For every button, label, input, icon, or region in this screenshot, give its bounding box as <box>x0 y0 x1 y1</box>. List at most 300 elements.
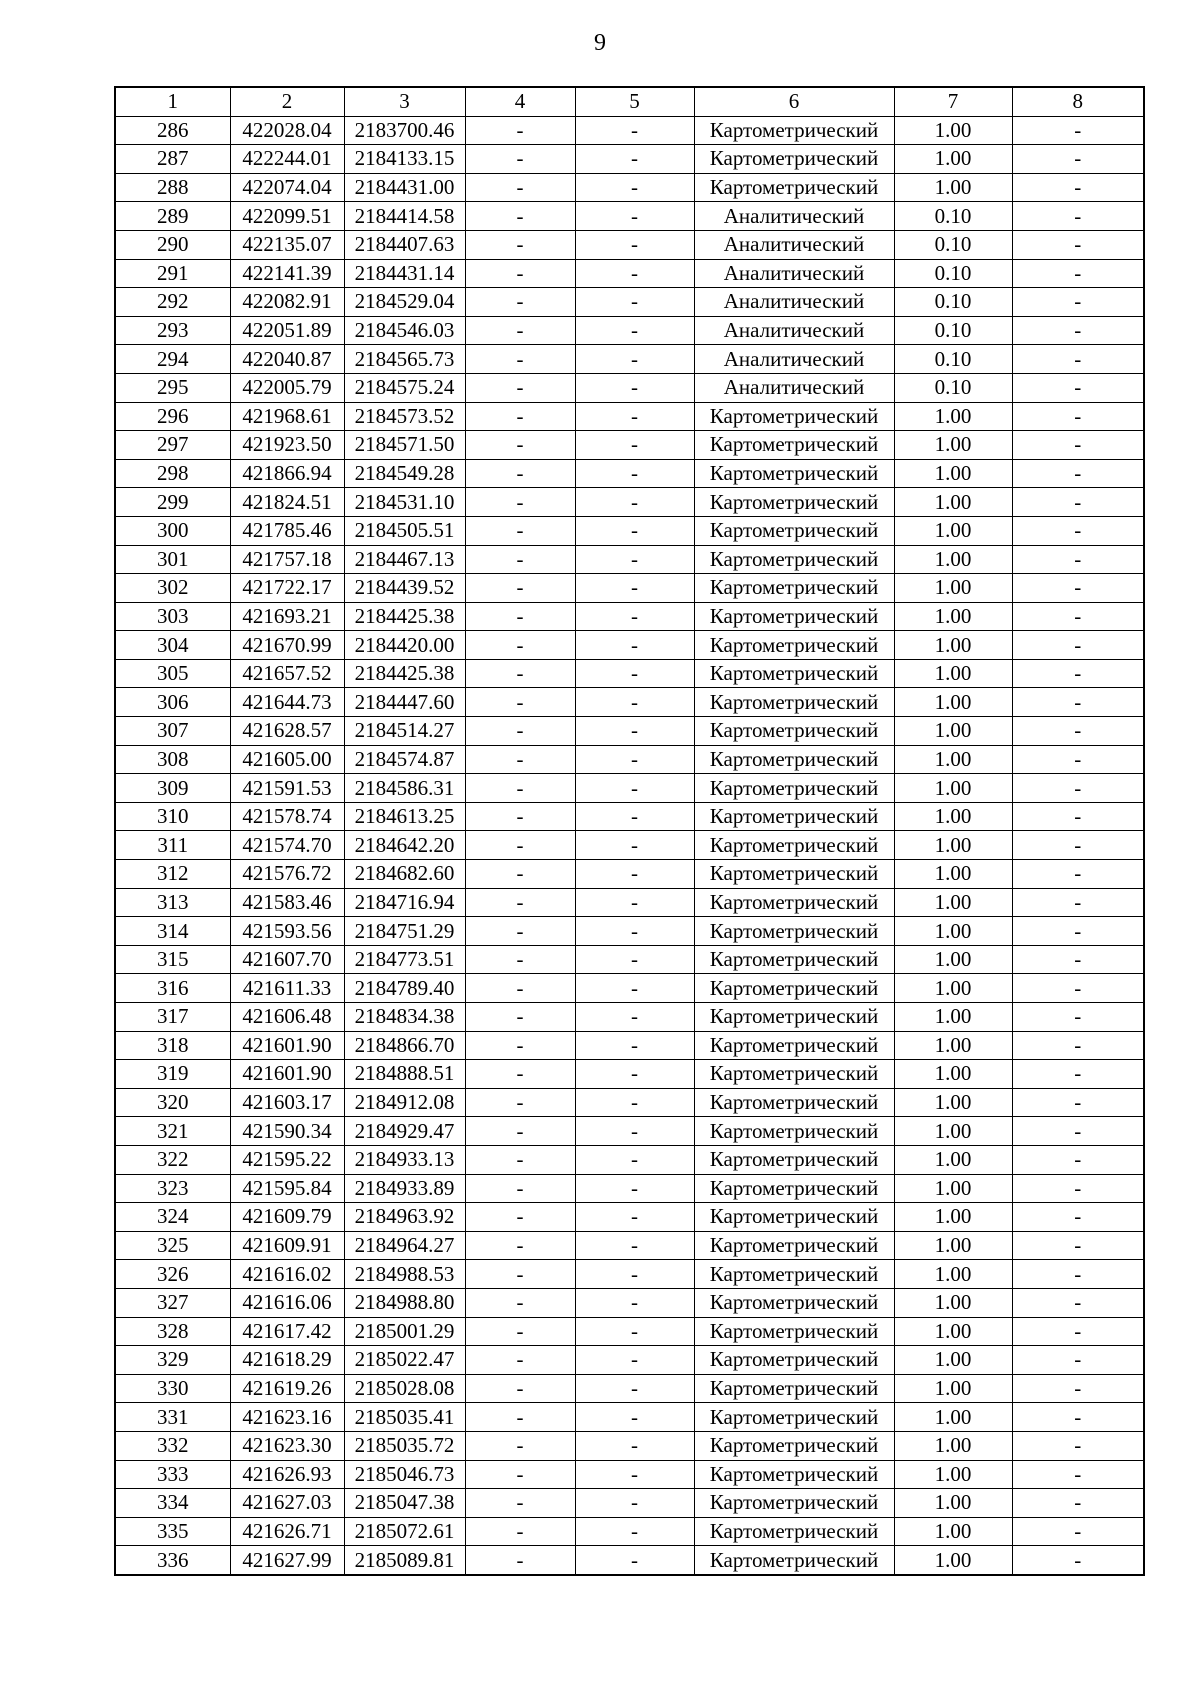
table-cell: - <box>465 488 575 517</box>
table-cell: Аналитический <box>694 202 894 231</box>
table-cell: 323 <box>115 1174 230 1203</box>
table-cell: 296 <box>115 402 230 431</box>
table-cell: 303 <box>115 602 230 631</box>
table-cell: 336 <box>115 1546 230 1575</box>
table-cell: 422135.07 <box>230 230 344 259</box>
table-cell: - <box>1012 745 1144 774</box>
table-cell: 421590.34 <box>230 1117 344 1146</box>
table-row <box>115 202 1144 231</box>
table-cell: - <box>465 802 575 831</box>
table-cell: Картометрический <box>694 831 894 860</box>
table-cell: - <box>465 1060 575 1089</box>
table-cell: 2184866.70 <box>344 1031 465 1060</box>
table-cell: 1.00 <box>894 1317 1012 1346</box>
table-cell: 1.00 <box>894 1117 1012 1146</box>
table-row <box>115 516 1144 545</box>
table-cell: 2185022.47 <box>344 1346 465 1375</box>
table-cell: - <box>575 202 694 231</box>
table-cell: - <box>1012 116 1144 145</box>
table-cell: - <box>575 917 694 946</box>
table-cell: - <box>575 802 694 831</box>
table-cell: 421618.29 <box>230 1346 344 1375</box>
table-row <box>115 574 1144 603</box>
table-cell: - <box>1012 1403 1144 1432</box>
table-cell: - <box>1012 173 1144 202</box>
table-cell: - <box>1012 1003 1144 1032</box>
table-cell: - <box>1012 1374 1144 1403</box>
table-cell: - <box>465 288 575 317</box>
table-cell: - <box>1012 1145 1144 1174</box>
table-cell: - <box>575 116 694 145</box>
table-cell: 2185035.72 <box>344 1431 465 1460</box>
table-cell: 334 <box>115 1489 230 1518</box>
table-cell: - <box>575 1088 694 1117</box>
table-cell: 421607.70 <box>230 945 344 974</box>
table-cell: - <box>575 1003 694 1032</box>
table-row <box>115 688 1144 717</box>
table-cell: Картометрический <box>694 974 894 1003</box>
table-cell: - <box>1012 1060 1144 1089</box>
table-row <box>115 259 1144 288</box>
table-cell: 320 <box>115 1088 230 1117</box>
table-cell: 327 <box>115 1288 230 1317</box>
table-cell: - <box>465 230 575 259</box>
table-cell: - <box>1012 831 1144 860</box>
table-cell: Картометрический <box>694 1517 894 1546</box>
table-cell: 2184505.51 <box>344 516 465 545</box>
table-cell: 2184439.52 <box>344 574 465 603</box>
table-cell: 1.00 <box>894 1031 1012 1060</box>
table-cell: 316 <box>115 974 230 1003</box>
table-cell: 1.00 <box>894 116 1012 145</box>
table-cell: 1.00 <box>894 1346 1012 1375</box>
table-cell: Картометрический <box>694 488 894 517</box>
table-row <box>115 288 1144 317</box>
table-row <box>115 1231 1144 1260</box>
table-cell: Картометрический <box>694 1003 894 1032</box>
table-cell: 421617.42 <box>230 1317 344 1346</box>
table-cell: 1.00 <box>894 888 1012 917</box>
table-cell: - <box>1012 459 1144 488</box>
table-cell: - <box>465 1260 575 1289</box>
table-cell: Картометрический <box>694 459 894 488</box>
table-cell: 292 <box>115 288 230 317</box>
table-cell: 288 <box>115 173 230 202</box>
table-cell: 2184546.03 <box>344 316 465 345</box>
table-cell: 310 <box>115 802 230 831</box>
table-cell: 2184963.92 <box>344 1203 465 1232</box>
table-cell: - <box>465 1489 575 1518</box>
table-cell: - <box>1012 602 1144 631</box>
table-cell: 1.00 <box>894 831 1012 860</box>
table-row <box>115 1317 1144 1346</box>
table-cell: Картометрический <box>694 602 894 631</box>
table-cell: - <box>465 1288 575 1317</box>
table-cell: 421626.71 <box>230 1517 344 1546</box>
table-cell: - <box>465 373 575 402</box>
table-cell: - <box>465 1546 575 1575</box>
table-row <box>115 1403 1144 1432</box>
table-cell: 2184133.15 <box>344 145 465 174</box>
table-cell: 293 <box>115 316 230 345</box>
table-cell: - <box>1012 288 1144 317</box>
table-cell: - <box>465 860 575 889</box>
table-cell: - <box>465 116 575 145</box>
table-cell: - <box>575 574 694 603</box>
table-cell: 421626.93 <box>230 1460 344 1489</box>
table-cell: 421576.72 <box>230 860 344 889</box>
table-cell: 2184834.38 <box>344 1003 465 1032</box>
table-cell: - <box>465 831 575 860</box>
table-cell: Картометрический <box>694 1489 894 1518</box>
table-cell: 422099.51 <box>230 202 344 231</box>
table-cell: Картометрический <box>694 173 894 202</box>
table-row <box>115 431 1144 460</box>
table-cell: - <box>575 1403 694 1432</box>
table-cell: - <box>465 1145 575 1174</box>
table-cell: 1.00 <box>894 1060 1012 1089</box>
table-row <box>115 373 1144 402</box>
table-cell: - <box>1012 1346 1144 1375</box>
table-cell: 312 <box>115 860 230 889</box>
table-cell: Картометрический <box>694 745 894 774</box>
table-cell: - <box>1012 1546 1144 1575</box>
table-cell: - <box>575 1203 694 1232</box>
table-row <box>115 659 1144 688</box>
table-cell: - <box>465 1003 575 1032</box>
table-cell: - <box>575 545 694 574</box>
table-cell: 2184529.04 <box>344 288 465 317</box>
table-cell: - <box>1012 888 1144 917</box>
table-cell: 421722.17 <box>230 574 344 603</box>
table-cell: 2184425.38 <box>344 659 465 688</box>
table-cell: 319 <box>115 1060 230 1089</box>
table-cell: Картометрический <box>694 1231 894 1260</box>
table-cell: Картометрический <box>694 659 894 688</box>
table-cell: - <box>1012 345 1144 374</box>
table-cell: 2185046.73 <box>344 1460 465 1489</box>
table-cell: 0.10 <box>894 288 1012 317</box>
table-cell: - <box>575 1431 694 1460</box>
table-cell: 422051.89 <box>230 316 344 345</box>
table-cell: - <box>465 774 575 803</box>
table-cell: 1.00 <box>894 1288 1012 1317</box>
table-cell: Картометрический <box>694 1060 894 1089</box>
table-row <box>115 345 1144 374</box>
table-cell: 2185035.41 <box>344 1403 465 1432</box>
table-cell: Картометрический <box>694 1203 894 1232</box>
table-row <box>115 974 1144 1003</box>
table-cell: - <box>465 459 575 488</box>
table-cell: 2184514.27 <box>344 717 465 746</box>
table-cell: 421591.53 <box>230 774 344 803</box>
table-cell: 421623.16 <box>230 1403 344 1432</box>
table-cell: - <box>465 945 575 974</box>
table-cell: Аналитический <box>694 316 894 345</box>
table-cell: - <box>1012 145 1144 174</box>
table-cell: Картометрический <box>694 431 894 460</box>
table-cell: 290 <box>115 230 230 259</box>
table-cell: 1.00 <box>894 745 1012 774</box>
table-cell: - <box>575 688 694 717</box>
table-cell: 1.00 <box>894 602 1012 631</box>
table-cell: 1.00 <box>894 717 1012 746</box>
table-cell: 2184933.13 <box>344 1145 465 1174</box>
table-cell: - <box>465 659 575 688</box>
table-cell: - <box>465 1431 575 1460</box>
table-cell: 291 <box>115 259 230 288</box>
table-cell: - <box>575 145 694 174</box>
table-cell: 326 <box>115 1260 230 1289</box>
table-row <box>115 1088 1144 1117</box>
table-cell: Картометрический <box>694 860 894 889</box>
table-row <box>115 1117 1144 1146</box>
table-cell: - <box>1012 659 1144 688</box>
table-cell: - <box>1012 574 1144 603</box>
table-cell: - <box>1012 802 1144 831</box>
table-cell: - <box>465 516 575 545</box>
table-cell: 299 <box>115 488 230 517</box>
table-cell: 1.00 <box>894 917 1012 946</box>
table-cell: Аналитический <box>694 288 894 317</box>
table-cell: 1.00 <box>894 431 1012 460</box>
table-cell: 1.00 <box>894 1546 1012 1575</box>
table-cell: 2184988.80 <box>344 1288 465 1317</box>
table-cell: Картометрический <box>694 631 894 660</box>
table-row <box>115 802 1144 831</box>
table-cell: - <box>465 1346 575 1375</box>
table-cell: 422028.04 <box>230 116 344 145</box>
table-cell: 306 <box>115 688 230 717</box>
table-cell: - <box>575 1517 694 1546</box>
table-cell: - <box>575 1231 694 1260</box>
table-cell: 2184912.08 <box>344 1088 465 1117</box>
table-cell: - <box>465 602 575 631</box>
table-cell: 289 <box>115 202 230 231</box>
table-cell: 422141.39 <box>230 259 344 288</box>
table-cell: Картометрический <box>694 802 894 831</box>
table-cell: - <box>1012 917 1144 946</box>
table-cell: - <box>575 631 694 660</box>
table-cell: 2184586.31 <box>344 774 465 803</box>
table-row <box>115 888 1144 917</box>
table-cell: 1.00 <box>894 860 1012 889</box>
table-cell: 421578.74 <box>230 802 344 831</box>
table-cell: 2184565.73 <box>344 345 465 374</box>
table-cell: - <box>465 1088 575 1117</box>
table-cell: 309 <box>115 774 230 803</box>
table-cell: 422082.91 <box>230 288 344 317</box>
table-cell: 421968.61 <box>230 402 344 431</box>
table-row <box>115 488 1144 517</box>
table-row <box>115 1003 1144 1032</box>
table-cell: 421627.03 <box>230 1489 344 1518</box>
table-cell: - <box>465 1203 575 1232</box>
table-cell: 2184431.00 <box>344 173 465 202</box>
table-cell: 314 <box>115 917 230 946</box>
table-row <box>115 1145 1144 1174</box>
table-cell: - <box>465 431 575 460</box>
table-cell: 1.00 <box>894 488 1012 517</box>
table-cell: - <box>575 230 694 259</box>
table-cell: - <box>1012 1431 1144 1460</box>
table-cell: 321 <box>115 1117 230 1146</box>
table-cell: 2184447.60 <box>344 688 465 717</box>
table-cell: Картометрический <box>694 1546 894 1575</box>
table-cell: - <box>465 1174 575 1203</box>
table-cell: 421611.33 <box>230 974 344 1003</box>
table-cell: 1.00 <box>894 774 1012 803</box>
table-cell: 2185028.08 <box>344 1374 465 1403</box>
table-cell: - <box>575 1489 694 1518</box>
table-cell: - <box>1012 516 1144 545</box>
table-cell: Картометрический <box>694 1460 894 1489</box>
table-cell: 421616.06 <box>230 1288 344 1317</box>
table-cell: 1.00 <box>894 1203 1012 1232</box>
table-row <box>115 230 1144 259</box>
table-row <box>115 1546 1144 1575</box>
table-cell: - <box>465 1403 575 1432</box>
table-cell: 1.00 <box>894 631 1012 660</box>
table-cell: - <box>575 1346 694 1375</box>
table-cell: 305 <box>115 659 230 688</box>
table-cell: - <box>465 345 575 374</box>
table-cell: - <box>465 1460 575 1489</box>
table-cell: Аналитический <box>694 345 894 374</box>
table-cell: 300 <box>115 516 230 545</box>
table-cell: 1.00 <box>894 545 1012 574</box>
table-cell: 1.00 <box>894 1145 1012 1174</box>
table-cell: 2184420.00 <box>344 631 465 660</box>
table-cell: Картометрический <box>694 1403 894 1432</box>
table-row <box>115 545 1144 574</box>
table-cell: 421601.90 <box>230 1031 344 1060</box>
table-cell: - <box>465 545 575 574</box>
table-cell: - <box>465 974 575 1003</box>
table-cell: 297 <box>115 431 230 460</box>
table-cell: - <box>575 1174 694 1203</box>
table-cell: 422005.79 <box>230 373 344 402</box>
table-cell: - <box>1012 717 1144 746</box>
table-row <box>115 1431 1144 1460</box>
table-cell: - <box>1012 1231 1144 1260</box>
table-cell: - <box>1012 631 1144 660</box>
table-cell: - <box>1012 402 1144 431</box>
table-cell: - <box>1012 545 1144 574</box>
table-cell: 311 <box>115 831 230 860</box>
table-cell: 1.00 <box>894 1431 1012 1460</box>
column-header: 2 <box>230 87 344 116</box>
table-cell: - <box>465 1517 575 1546</box>
table-row <box>115 459 1144 488</box>
table-row <box>115 717 1144 746</box>
table-cell: 2184425.38 <box>344 602 465 631</box>
table-cell: 2184773.51 <box>344 945 465 974</box>
table-cell: 421609.91 <box>230 1231 344 1260</box>
table-cell: - <box>465 1374 575 1403</box>
table-cell: 333 <box>115 1460 230 1489</box>
table-cell: 2184964.27 <box>344 1231 465 1260</box>
table-row <box>115 1517 1144 1546</box>
table-cell: - <box>1012 316 1144 345</box>
table-cell: 1.00 <box>894 1489 1012 1518</box>
table-cell: - <box>1012 1031 1144 1060</box>
table-cell: - <box>575 259 694 288</box>
table-header-row <box>115 87 1144 116</box>
table-cell: - <box>465 717 575 746</box>
table-cell: - <box>465 145 575 174</box>
table-cell: - <box>1012 488 1144 517</box>
table-cell: Картометрический <box>694 917 894 946</box>
table-cell: - <box>1012 860 1144 889</box>
table-row <box>115 774 1144 803</box>
table-cell: Аналитический <box>694 373 894 402</box>
table-cell: 331 <box>115 1403 230 1432</box>
table-cell: 1.00 <box>894 1088 1012 1117</box>
table-cell: Картометрический <box>694 516 894 545</box>
table-cell: 2184531.10 <box>344 488 465 517</box>
table-cell: 421623.30 <box>230 1431 344 1460</box>
table-cell: - <box>1012 1117 1144 1146</box>
table-cell: 2184573.52 <box>344 402 465 431</box>
table-cell: Картометрический <box>694 717 894 746</box>
table-cell: 2184407.63 <box>344 230 465 259</box>
table-cell: 328 <box>115 1317 230 1346</box>
table-body <box>115 116 1144 1575</box>
table-cell: - <box>575 717 694 746</box>
table-cell: 421603.17 <box>230 1088 344 1117</box>
table-cell: 2185001.29 <box>344 1317 465 1346</box>
column-header: 4 <box>465 87 575 116</box>
table-cell: 1.00 <box>894 945 1012 974</box>
table-cell: Картометрический <box>694 1088 894 1117</box>
table-row <box>115 1346 1144 1375</box>
table-cell: 1.00 <box>894 974 1012 1003</box>
table-cell: - <box>1012 431 1144 460</box>
table-cell: Картометрический <box>694 145 894 174</box>
table-cell: 313 <box>115 888 230 917</box>
table-cell: 0.10 <box>894 373 1012 402</box>
table-row <box>115 402 1144 431</box>
table-cell: 1.00 <box>894 574 1012 603</box>
table-cell: 2184933.89 <box>344 1174 465 1203</box>
table-cell: - <box>465 402 575 431</box>
table-cell: Картометрический <box>694 1346 894 1375</box>
table-cell: 421595.84 <box>230 1174 344 1203</box>
table-cell: - <box>1012 202 1144 231</box>
table-cell: 422040.87 <box>230 345 344 374</box>
table-cell: - <box>465 316 575 345</box>
table-cell: - <box>575 831 694 860</box>
table-cell: Картометрический <box>694 1317 894 1346</box>
table-cell: 1.00 <box>894 459 1012 488</box>
table-row <box>115 1489 1144 1518</box>
table-cell: 1.00 <box>894 1403 1012 1432</box>
table-cell: Картометрический <box>694 888 894 917</box>
table-cell: 298 <box>115 459 230 488</box>
table-cell: - <box>575 1031 694 1060</box>
table-cell: 421593.56 <box>230 917 344 946</box>
table-cell: 2184431.14 <box>344 259 465 288</box>
column-header: 1 <box>115 87 230 116</box>
table-cell: 329 <box>115 1346 230 1375</box>
table-cell: Картометрический <box>694 1288 894 1317</box>
table-cell: 2184988.53 <box>344 1260 465 1289</box>
table-cell: 0.10 <box>894 202 1012 231</box>
table-cell: - <box>1012 1489 1144 1518</box>
table-cell: 1.00 <box>894 1003 1012 1032</box>
table-cell: 315 <box>115 945 230 974</box>
